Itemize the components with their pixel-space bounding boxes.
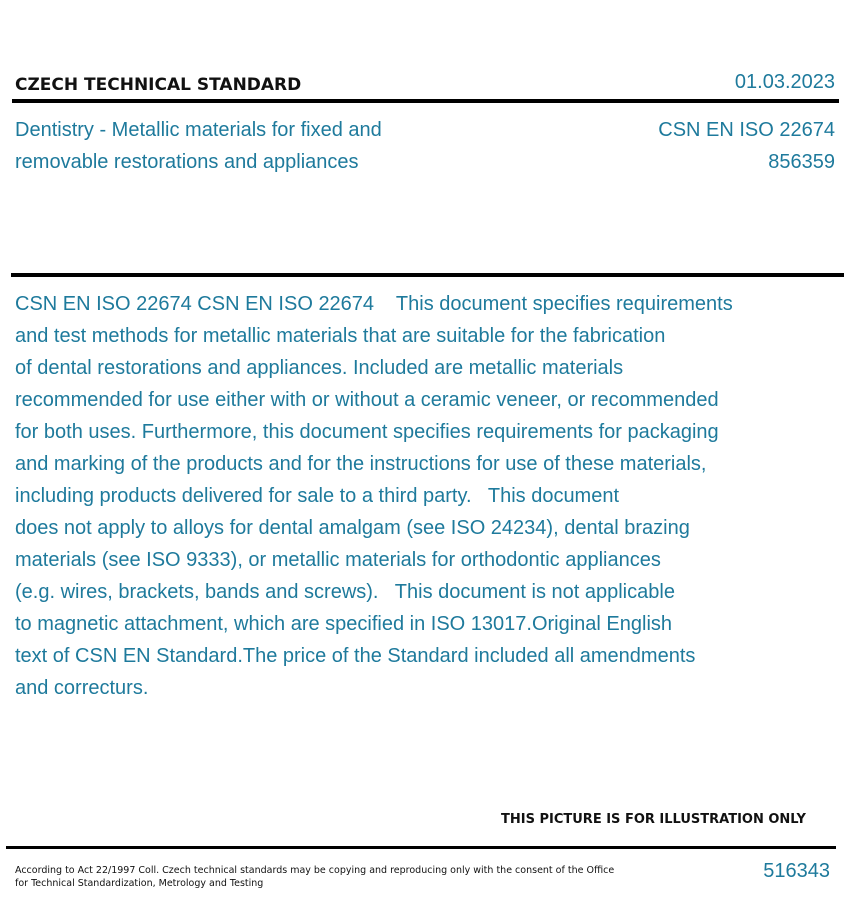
header-divider: [12, 99, 839, 103]
abstract-line: for both uses. Furthermore, this document specifies requirements for packaging: [15, 421, 719, 443]
abstract-line: including products delivered for sale to a third party. This document: [15, 485, 620, 507]
standard-code: CSN EN ISO 22674: [658, 119, 835, 141]
standard-abstract: [15, 288, 815, 704]
illustration-notice: THIS PICTURE IS FOR ILLUSTRATION ONLY: [501, 812, 806, 827]
standard-title-line: Dentistry - Metallic materials for fixed and: [15, 119, 382, 141]
abstract-line: does not apply to alloys for dental amalgam (see ISO 24234), dental brazing: [15, 517, 690, 539]
abstract-line: recommended for use either with or without a ceramic veneer, or recommended: [15, 389, 719, 411]
footer-divider: [6, 846, 836, 849]
abstract-line: and marking of the products and for the instructions for use of these materials,: [15, 453, 707, 475]
standard-title: [15, 114, 495, 178]
footer-number: 516343: [763, 860, 830, 882]
abstract-line: CSN EN ISO 22674 CSN EN ISO 22674 This document specifies requirements: [15, 293, 733, 315]
section-divider: [11, 273, 844, 277]
abstract-line: and test methods for metallic materials that are suitable for the fabrication: [15, 325, 666, 347]
abstract-line: materials (see ISO 9333), or metallic materials for orthodontic appliances: [15, 549, 661, 571]
document-type-heading: CZECH TECHNICAL STANDARD: [15, 75, 302, 95]
abstract-line: (e.g. wires, brackets, bands and screws). This document is not applicable: [15, 581, 675, 603]
legal-notice-line: According to Act 22/1997 Coll. Czech technical standards may be copying and reproducing only with the consent of the Office: [15, 865, 615, 876]
standard-title-line: removable restorations and appliances: [15, 151, 359, 173]
abstract-line: text of CSN EN Standard.The price of the Standard included all amendments: [15, 645, 696, 667]
issue-date: 01.03.2023: [734, 71, 835, 93]
standard-identifiers: [658, 114, 835, 178]
catalog-number: 856359: [768, 151, 835, 173]
abstract-line: of dental restorations and appliances. Included are metallic materials: [15, 357, 624, 379]
legal-notice-line: for Technical Standardization, Metrology and Testing: [15, 878, 264, 889]
abstract-line: to magnetic attachment, which are specified in ISO 13017.Original English: [15, 613, 673, 635]
legal-notice: [15, 864, 615, 890]
abstract-line: and correcturs.: [15, 677, 149, 699]
